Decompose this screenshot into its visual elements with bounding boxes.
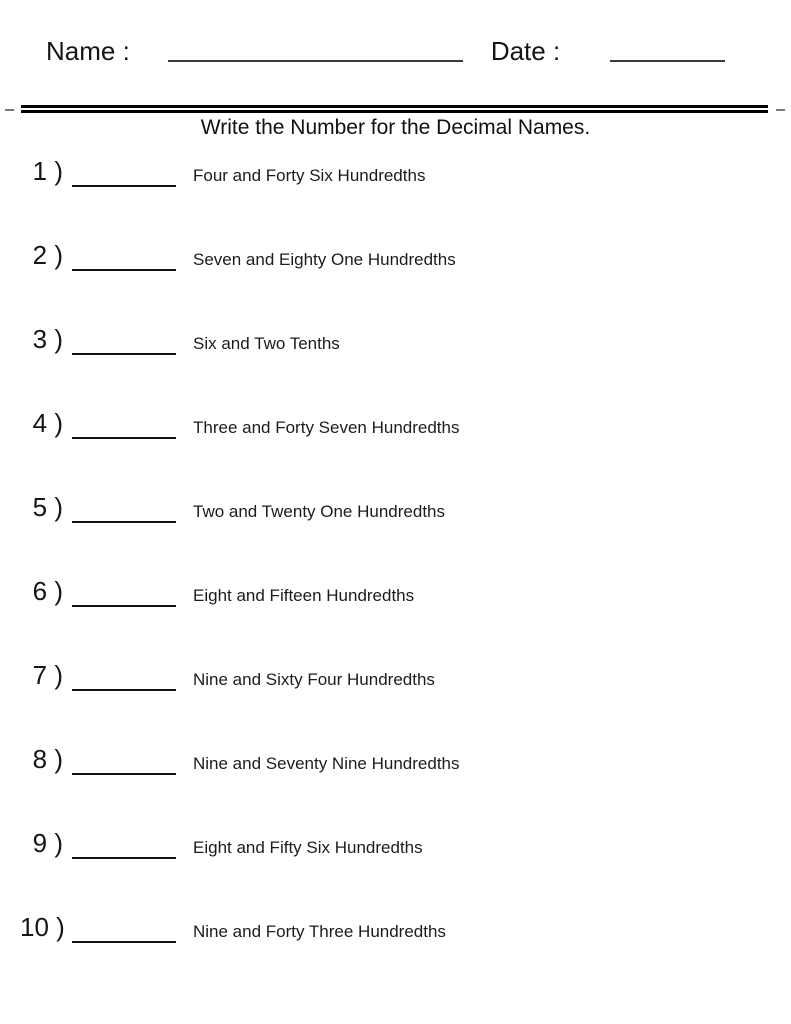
question-list bbox=[0, 158, 791, 998]
question-number: 2 ) bbox=[32, 240, 63, 270]
question-row bbox=[0, 242, 791, 326]
worksheet-header bbox=[46, 38, 771, 64]
decimal-name-text: Three and Forty Seven Hundredths bbox=[193, 418, 460, 437]
name-field-blank bbox=[168, 60, 463, 62]
answer-blank bbox=[72, 269, 176, 271]
decimal-name-text: Nine and Seventy Nine Hundredths bbox=[193, 754, 460, 773]
worksheet-title: Write the Number for the Decimal Names. bbox=[200, 116, 591, 139]
decimal-name-text: Four and Forty Six Hundredths bbox=[193, 166, 426, 185]
question-number: 9 ) bbox=[32, 828, 63, 858]
question-number: 1 ) bbox=[32, 156, 63, 186]
question-row bbox=[0, 746, 791, 830]
question-number: 6 ) bbox=[32, 576, 63, 606]
question-number: 4 ) bbox=[32, 408, 63, 438]
section-divider bbox=[21, 105, 768, 113]
question-number: 7 ) bbox=[32, 660, 63, 690]
answer-blank bbox=[72, 941, 176, 943]
question-row bbox=[0, 578, 791, 662]
name-label: Name : bbox=[46, 36, 130, 66]
decimal-name-text: Eight and Fifteen Hundredths bbox=[193, 586, 415, 605]
question-row bbox=[0, 662, 791, 746]
answer-blank bbox=[72, 773, 176, 775]
question-number: 10 ) bbox=[20, 912, 65, 942]
question-number: 3 ) bbox=[32, 324, 63, 354]
question-row bbox=[0, 326, 791, 410]
question-row bbox=[0, 494, 791, 578]
answer-blank bbox=[72, 185, 176, 187]
date-label: Date : bbox=[490, 36, 561, 66]
question-row bbox=[0, 830, 791, 914]
decimal-name-text: Nine and Sixty Four Hundredths bbox=[193, 670, 435, 689]
answer-blank bbox=[72, 437, 176, 439]
decimal-name-text: Six and Two Tenths bbox=[193, 334, 340, 353]
question-number: 5 ) bbox=[32, 492, 63, 522]
decimal-name-text: Eight and Fifty Six Hundredths bbox=[193, 838, 423, 857]
decimal-name-text: Two and Twenty One Hundredths bbox=[193, 502, 446, 521]
question-row bbox=[0, 914, 791, 998]
answer-blank bbox=[72, 689, 176, 691]
decimal-name-text: Nine and Forty Three Hundredths bbox=[193, 922, 446, 941]
decimal-name-text: Seven and Eighty One Hundredths bbox=[193, 250, 456, 269]
question-row bbox=[0, 410, 791, 494]
answer-blank bbox=[72, 353, 176, 355]
answer-blank bbox=[72, 605, 176, 607]
question-row bbox=[0, 158, 791, 242]
question-number: 8 ) bbox=[32, 744, 63, 774]
answer-blank bbox=[72, 521, 176, 523]
answer-blank bbox=[72, 857, 176, 859]
date-field-blank bbox=[610, 60, 725, 62]
divider-left-dash bbox=[5, 109, 14, 111]
divider-right-dash bbox=[776, 109, 785, 111]
